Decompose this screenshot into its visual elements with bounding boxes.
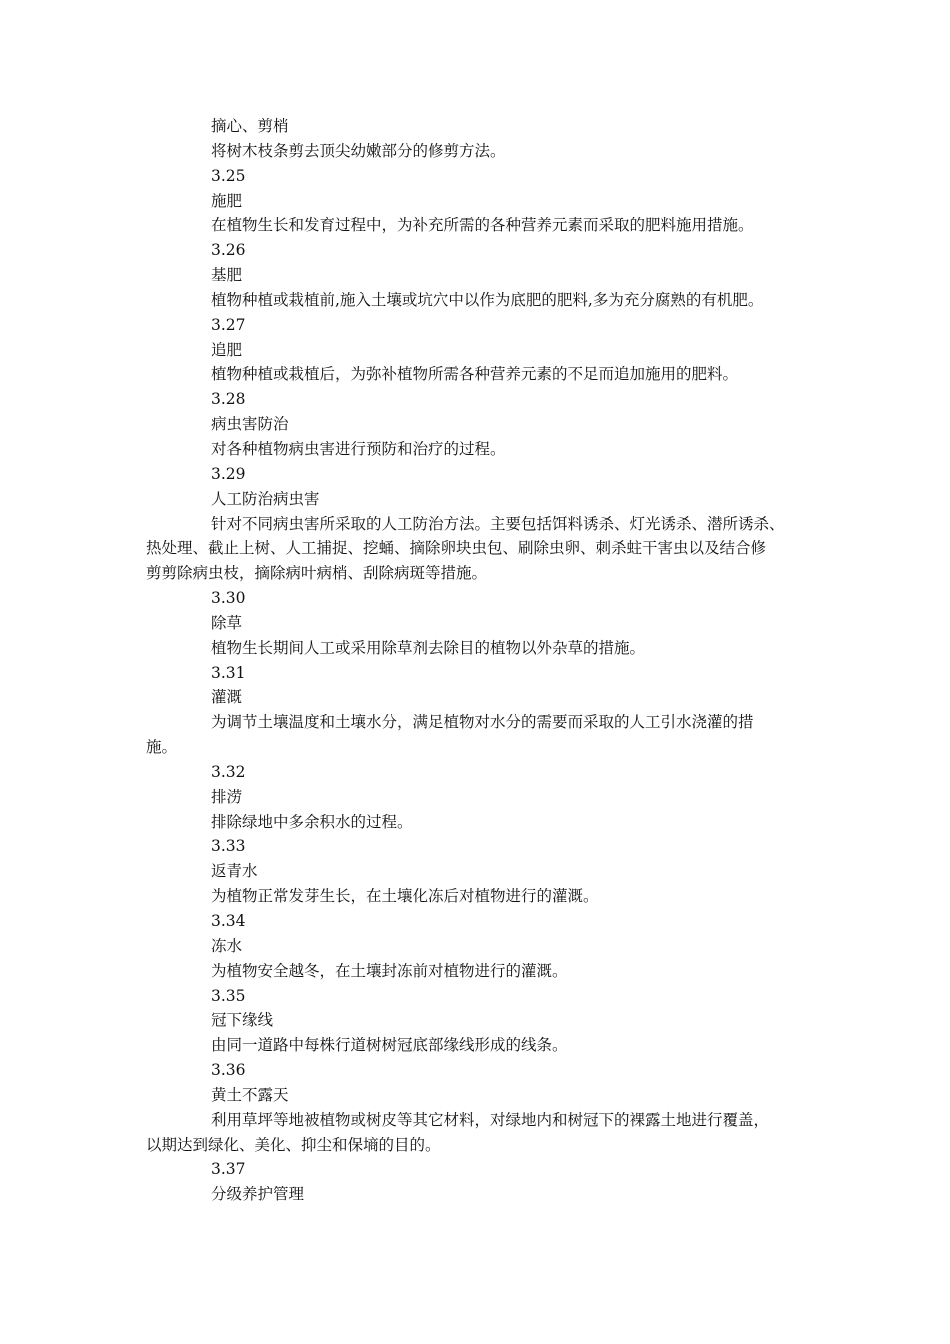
definition-line: 热处理、截止上树、人工捕捉、挖蛹、摘除卵块虫包、刷除虫卵、刺杀蛀干害虫以及结合修 (146, 539, 767, 558)
definition-text: 对各种植物病虫害进行预防和治疗的过程。 (211, 439, 506, 458)
term-title: 人工防治病虫害 (211, 489, 320, 508)
term-title: 排涝 (211, 787, 243, 806)
clause-number: 3.29 (211, 464, 246, 483)
definition-text: 将树木枝条剪去顶尖幼嫩部分的修剪方法。 (211, 141, 506, 160)
term-title: 灌溉 (211, 688, 243, 707)
clause-number: 3.36 (211, 1061, 246, 1080)
term-title: 返青水 (211, 862, 258, 881)
definition-line: 剪剪除病虫枝，摘除病叶病梢、刮除病斑等措施。 (146, 564, 488, 583)
definition-line: 利用草坪等地被植物或树皮等其它材料，对绿地内和树冠下的裸露土地进行覆盖， (211, 1110, 770, 1129)
clause-number: 3.34 (211, 912, 246, 930)
term-title: 分级养护管理 (211, 1185, 305, 1204)
clause-number: 3.35 (211, 986, 246, 1005)
clause-number: 3.25 (211, 166, 246, 185)
definition-text: 为植物正常发芽生长，在土壤化冻后对植物进行的灌溉。 (211, 887, 599, 906)
clause-number: 3.37 (211, 1160, 246, 1179)
definition-text: 植物种植或栽植后，为弥补植物所需各种营养元素的不足而追加施用的肥料。 (211, 365, 739, 384)
definition-line: 以期达到绿化、美化、抑尘和保墒的目的。 (146, 1135, 441, 1154)
term-title: 除草 (211, 613, 243, 632)
document-body (0, 114, 950, 1207)
term-title: 追肥 (211, 340, 243, 359)
definition-line: 为调节土壤温度和土壤水分，满足植物对水分的需要而采取的人工引水浇灌的措 (211, 713, 754, 732)
clause-number: 3.28 (211, 390, 246, 409)
definition-text: 由同一道路中每株行道树树冠底部缘线形成的线条。 (211, 1036, 568, 1055)
clause-number: 3.26 (211, 241, 246, 260)
definition-text: 在植物生长和发育过程中，为补充所需的各种营养元素而采取的肥料施用措施。 (211, 216, 754, 235)
clause-number: 3.32 (211, 762, 246, 781)
definition-text: 为植物安全越冬，在土壤封冻前对植物进行的灌溉。 (211, 961, 568, 980)
term-title: 基肥 (211, 266, 243, 285)
definition-line: 针对不同病虫害所采取的人工防治方法。主要包括饵料诱杀、灯光诱杀、潜所诱杀、 (211, 514, 785, 533)
term-title: 摘心、剪梢 (211, 117, 289, 135)
term-title: 病虫害防治 (211, 415, 289, 434)
definition-line: 施。 (146, 738, 178, 757)
clause-number: 3.27 (211, 315, 246, 334)
term-title: 冻水 (211, 936, 243, 955)
clause-number: 3.31 (211, 663, 246, 682)
definition-text: 排除绿地中多余积水的过程。 (211, 812, 413, 831)
term-title: 冠下缘线 (211, 1011, 274, 1030)
term-title: 黄土不露天 (211, 1085, 289, 1104)
definition-text: 植物种植或栽植前,施入土壤或坑穴中以作为底肥的肥料,多为充分腐熟的有机肥。 (211, 290, 764, 309)
term-title: 施肥 (211, 191, 243, 210)
clause-number: 3.33 (211, 837, 246, 856)
clause-number: 3.30 (211, 589, 246, 608)
definition-text: 植物生长期间人工或采用除草剂去除目的植物以外杂草的措施。 (211, 638, 646, 657)
